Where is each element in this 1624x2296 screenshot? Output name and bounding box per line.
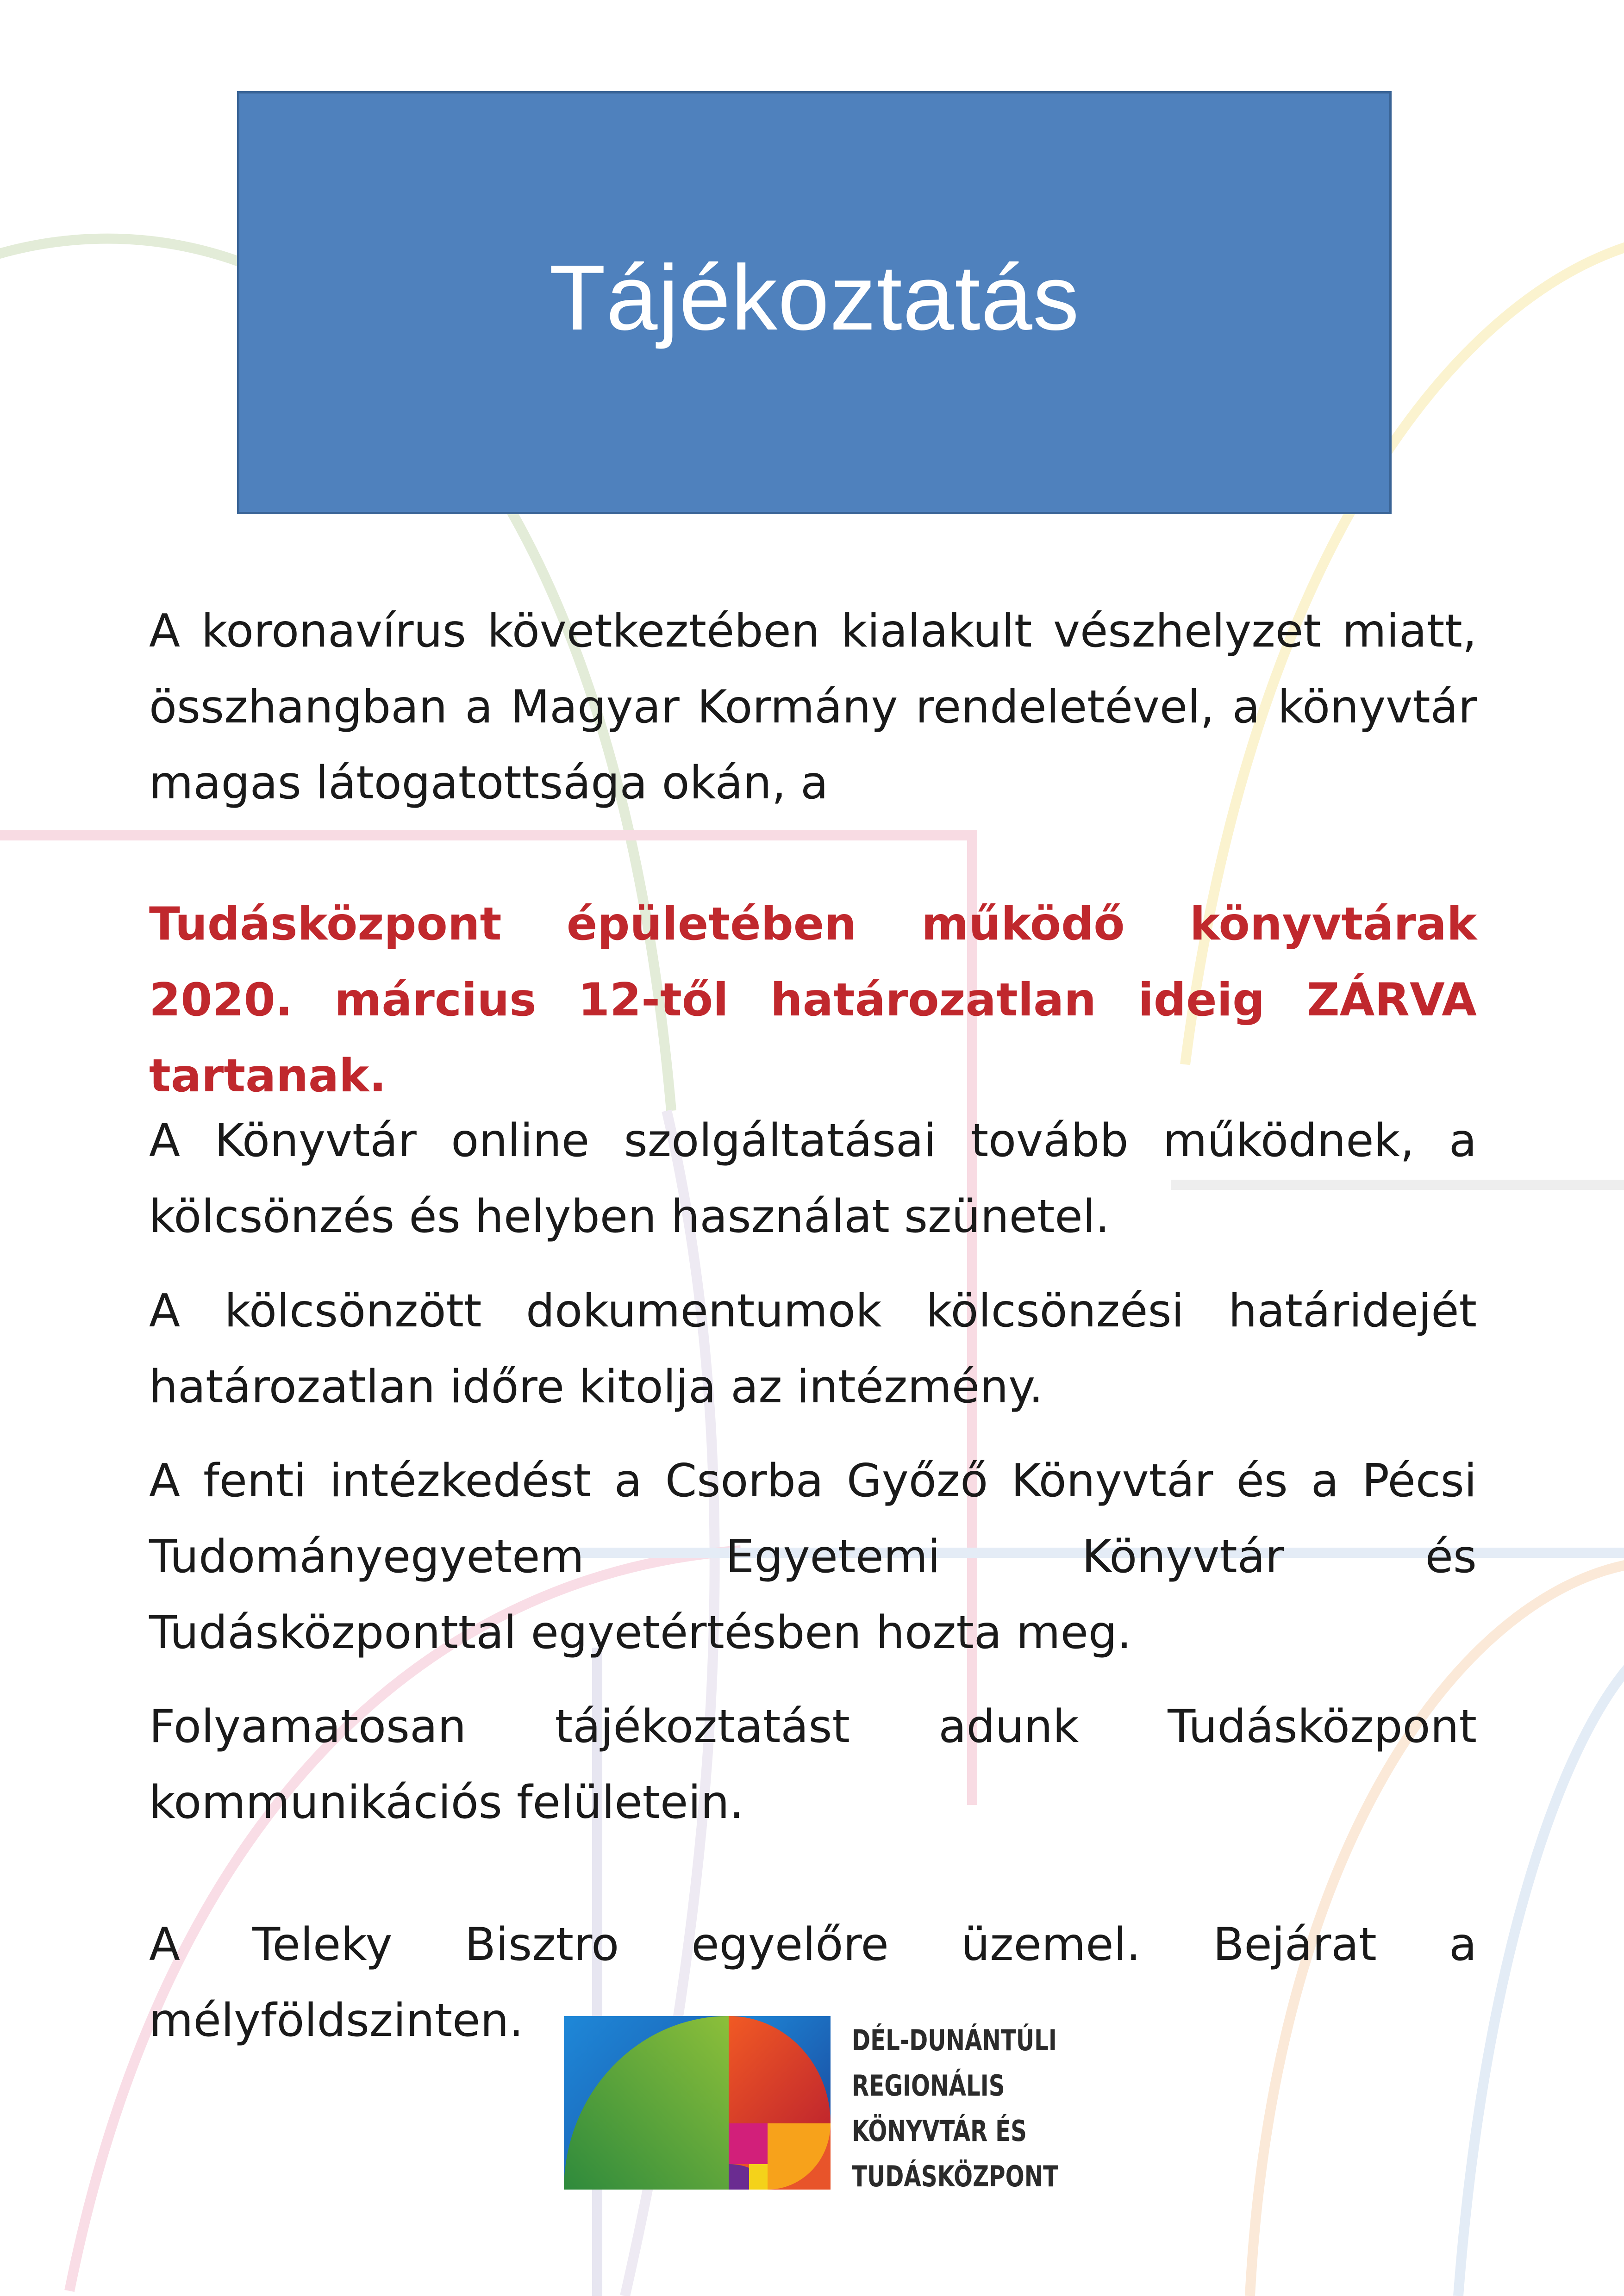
logo-wordmark (852, 2018, 1059, 2199)
logo-line: KÖNYVTÁR ÉS (852, 2114, 1027, 2148)
intro-paragraph (149, 593, 1477, 821)
deadline-text: A kölcsönzött dokumentumok kölcsönzési határidejét határozatlan időre kitolja az intézmény. (149, 1285, 1477, 1413)
page-title: Tájékoztatás (549, 246, 1080, 349)
online-services-text: A Könyvtár online szolgáltatásai tovább működnek, a kölcsönzés és helyben használat szünetel. (149, 1114, 1477, 1243)
logo-line: DÉL-DUNÁNTÚLI (852, 2023, 1057, 2057)
deadline-paragraph (149, 1273, 1477, 1425)
closure-highlight-text: Tudásközpont épületében működő könyvtárak 2020. március 12-től határozatlan ideig ZÁRVA tartanak. (149, 898, 1477, 1102)
bistro-text: A Teleky Bisztro egyelőre üzemel. Bejárat a mélyföldszinten. (149, 1918, 1477, 2047)
logo-line: TUDÁSKÖZPONT (852, 2159, 1059, 2193)
closure-notice (149, 886, 1477, 1114)
library-logo (564, 2016, 1082, 2193)
logo-mark-icon (564, 2016, 831, 2190)
agreement-text: A fenti intézkedést a Csorba Győző Könyvtár és a Pécsi Tudományegyetem Egyetemi Könyvtár és Tudásközponttal egyetértésben hozta meg. (149, 1455, 1477, 1659)
info-paragraph (149, 1689, 1477, 1841)
info-text: Folyamatosan tájékoztatást adunk Tudásközpont kommunikációs felületein. (149, 1700, 1477, 1829)
logo-line: REGIONÁLIS (852, 2069, 1005, 2103)
intro-text: A koronavírus következtében kialakult vészhelyzet miatt, összhangban a Magyar Kormány rendeletével, a könyvtár magas látogatottsága okán, a (149, 605, 1477, 809)
header-banner (237, 91, 1392, 514)
agreement-paragraph (149, 1443, 1477, 1671)
online-services-paragraph (149, 1103, 1477, 1255)
